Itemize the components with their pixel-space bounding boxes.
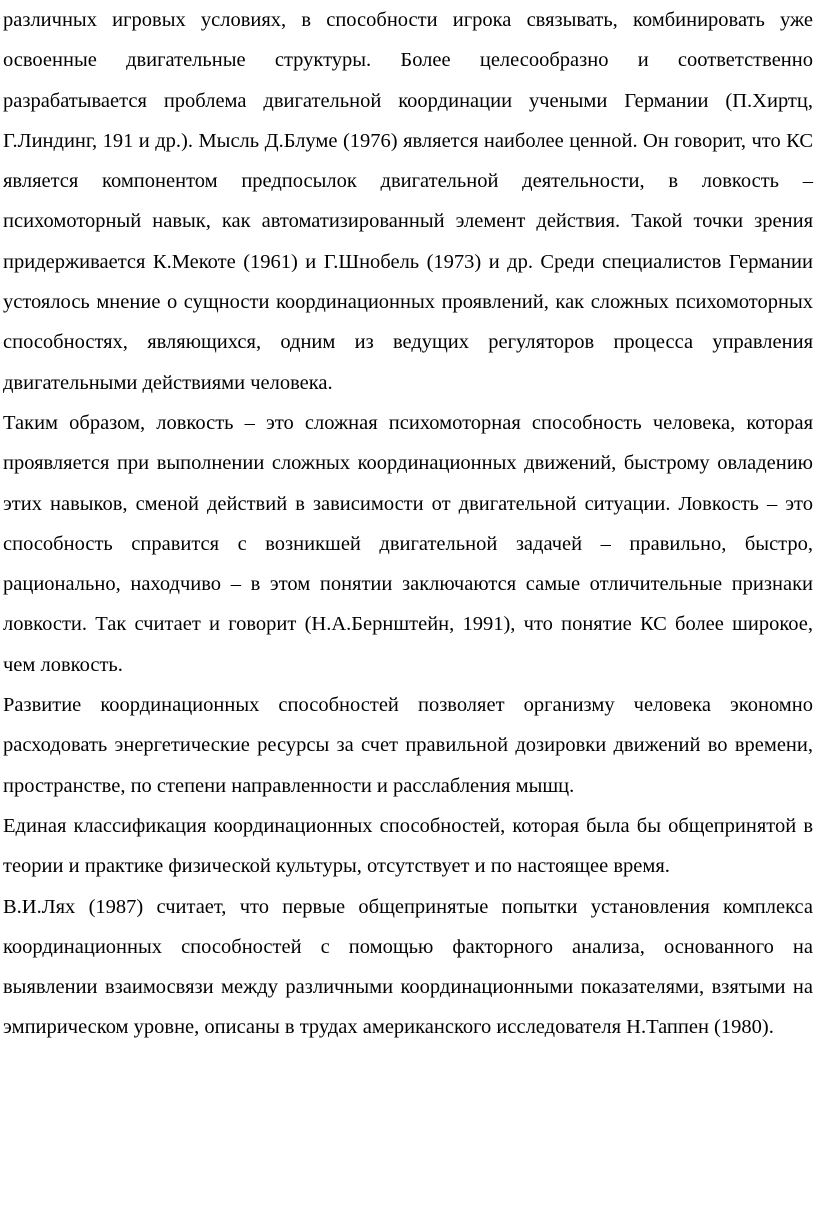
paragraph-lyakh-opinion: В.И.Лях (1987) считает, что первые общепринятые попытки установления комплекса координационных способностей с помощью факторного анализа, основанного на выявлении взаимосвязи между различными координационными показателями, взятыми на эмпирическом уровне, описаны в трудах американского исследователя Н.Таппен (1980). [3,895,813,1039]
paragraph-coordination-development: Развитие координационных способностей позволяет организму человека экономно расходовать энергетические ресурсы за счет правильной дозировки движений во времени, пространстве, по степени направленности и расслабления мышц. [3,694,813,797]
paragraph-classification: Единая классификация координационных способностей, которая была бы общепринятой в теории и практике физической культуры, отсутствует и по настоящее время. [3,814,813,878]
paragraph-dexterity-definition: Таким образом, ловкость – это сложная психомоторная способность человека, которая проявляется при выполнении сложных координационных движений, быстрому овладению этих навыков, сменой действий в зависимости от двигательной ситуации. Ловкость – это способность справится с возникшей двигательной задачей – правильно, быстро, рационально, находчиво – в этом понятии заключаются самые отличительные признаки ловкости. Так считает и говорит (Н.А.Бернштейн, 1991), что понятие КС более широкое, чем ловкость. [3,411,813,676]
paragraph-continuation: различных игровых условиях, в способности игрока связывать, комбинировать уже освоенные двигательные структуры. Более целесообразно и соответственно разрабатывается проблема двигательной координации учеными Германии (П.Хиртц, Г.Линдинг, 191 и др.). Мысль Д.Блуме (1976) является наиболее ценной. Он говорит, что КС является компонентом предпосылок двигательной деятельности, в ловкость – психомоторный навык, как автоматизированный элемент действия. Такой точки зрения придерживается К.Мекоте (1961) и Г.Шнобель (1973) и др. Среди специалистов Германии устоялось мнение о сущности координационных проявлений, как сложных психомоторных способностях, являющихся, одним из ведущих регуляторов процесса управления двигательными действиями человека. [3,9,813,394]
